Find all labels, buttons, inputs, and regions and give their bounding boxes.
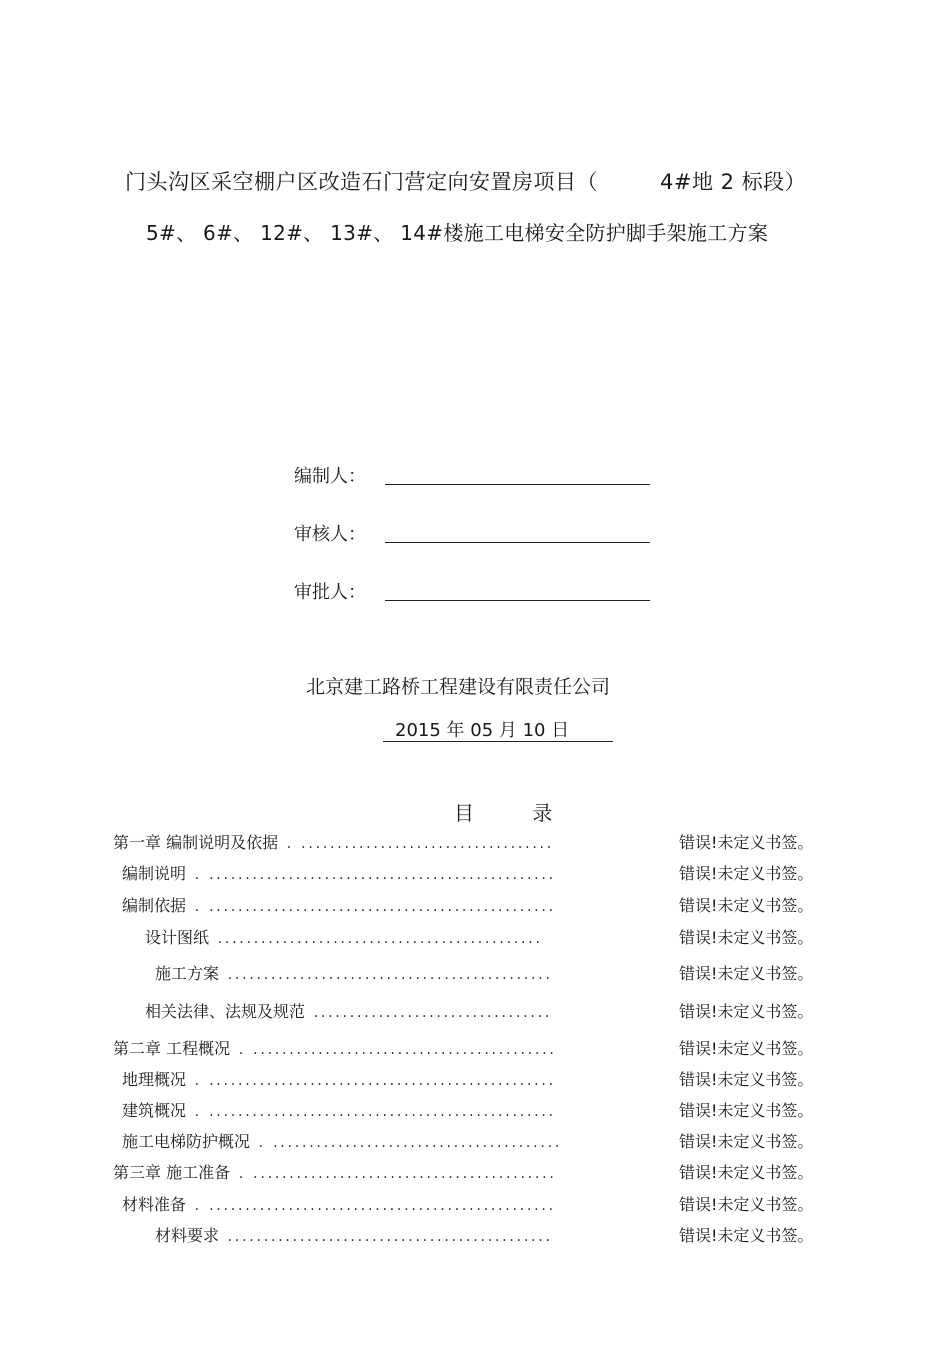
approver-label: 审批人： (294, 582, 366, 603)
document-title-line1 (125, 166, 806, 196)
toc-entry[interactable]: 相关法律、法规及规范 ................................. (145, 1002, 551, 1021)
compiler-signature-line (385, 484, 650, 485)
toc-entry[interactable]: 第三章 施工准备 . .......................................... (113, 1163, 556, 1182)
toc-page-ref: 错误!未定义书签。 (679, 1039, 814, 1058)
toc-page-ref: 错误!未定义书签。 (679, 833, 814, 852)
toc-page-ref: 错误!未定义书签。 (679, 1195, 814, 1214)
reviewer-label: 审核人： (294, 524, 366, 545)
reviewer-signature-line (385, 542, 650, 543)
title-part-b: 4#地 2 标段） (660, 170, 807, 194)
document-title-line2: 5#、 6#、 12#、 13#、 14#楼施工电梯安全防护脚手架施工方案 (146, 221, 769, 245)
toc-page-ref: 错误!未定义书签。 (679, 964, 814, 983)
toc-entry[interactable]: 材料准备 . ................................................ (122, 1195, 555, 1214)
toc-page-ref: 错误!未定义书签。 (679, 1226, 814, 1245)
toc-page-ref: 错误!未定义书签。 (679, 1002, 814, 1021)
toc-entry[interactable]: 材料要求 ............................................. (155, 1226, 552, 1245)
toc-page-ref: 错误!未定义书签。 (679, 864, 814, 883)
toc-page-ref: 错误!未定义书签。 (679, 928, 814, 947)
toc-page-ref: 错误!未定义书签。 (679, 1101, 814, 1120)
toc-title: 目 录 (454, 801, 579, 825)
toc-page-ref: 错误!未定义书签。 (679, 1070, 814, 1089)
toc-entry[interactable]: 建筑概况 . ................................................ (122, 1101, 555, 1120)
toc-page-ref: 错误!未定义书签。 (679, 1132, 814, 1151)
toc-entry[interactable]: 地理概况 . ................................................ (122, 1070, 555, 1089)
toc-entry[interactable]: 施工方案 ............................................. (155, 964, 552, 983)
toc-page-ref: 错误!未定义书签。 (679, 896, 814, 915)
document-date: 2015 年 05 月 10 日 (383, 716, 613, 742)
toc-entry[interactable]: 第一章 编制说明及依据 . ................................... (113, 833, 553, 852)
company-name: 北京建工路桥工程建设有限责任公司 (306, 676, 611, 698)
toc-page-ref: 错误!未定义书签。 (679, 1163, 814, 1182)
toc-entry[interactable]: 第二章 工程概况 . .......................................... (113, 1039, 556, 1058)
toc-entry[interactable]: 设计图纸 ............................................. (145, 928, 542, 947)
toc-entry[interactable]: 施工电梯防护概况 . ........................................ (122, 1132, 561, 1151)
toc-entry[interactable]: 编制说明 . ................................................ (122, 864, 555, 883)
toc-entry[interactable]: 编制依据 . ................................................ (122, 896, 555, 915)
approver-signature-line (385, 600, 650, 601)
title-part-a: 门头沟区采空棚户区改造石门营定向安置房项目（ (125, 170, 598, 194)
compiler-label: 编制人： (294, 466, 366, 487)
